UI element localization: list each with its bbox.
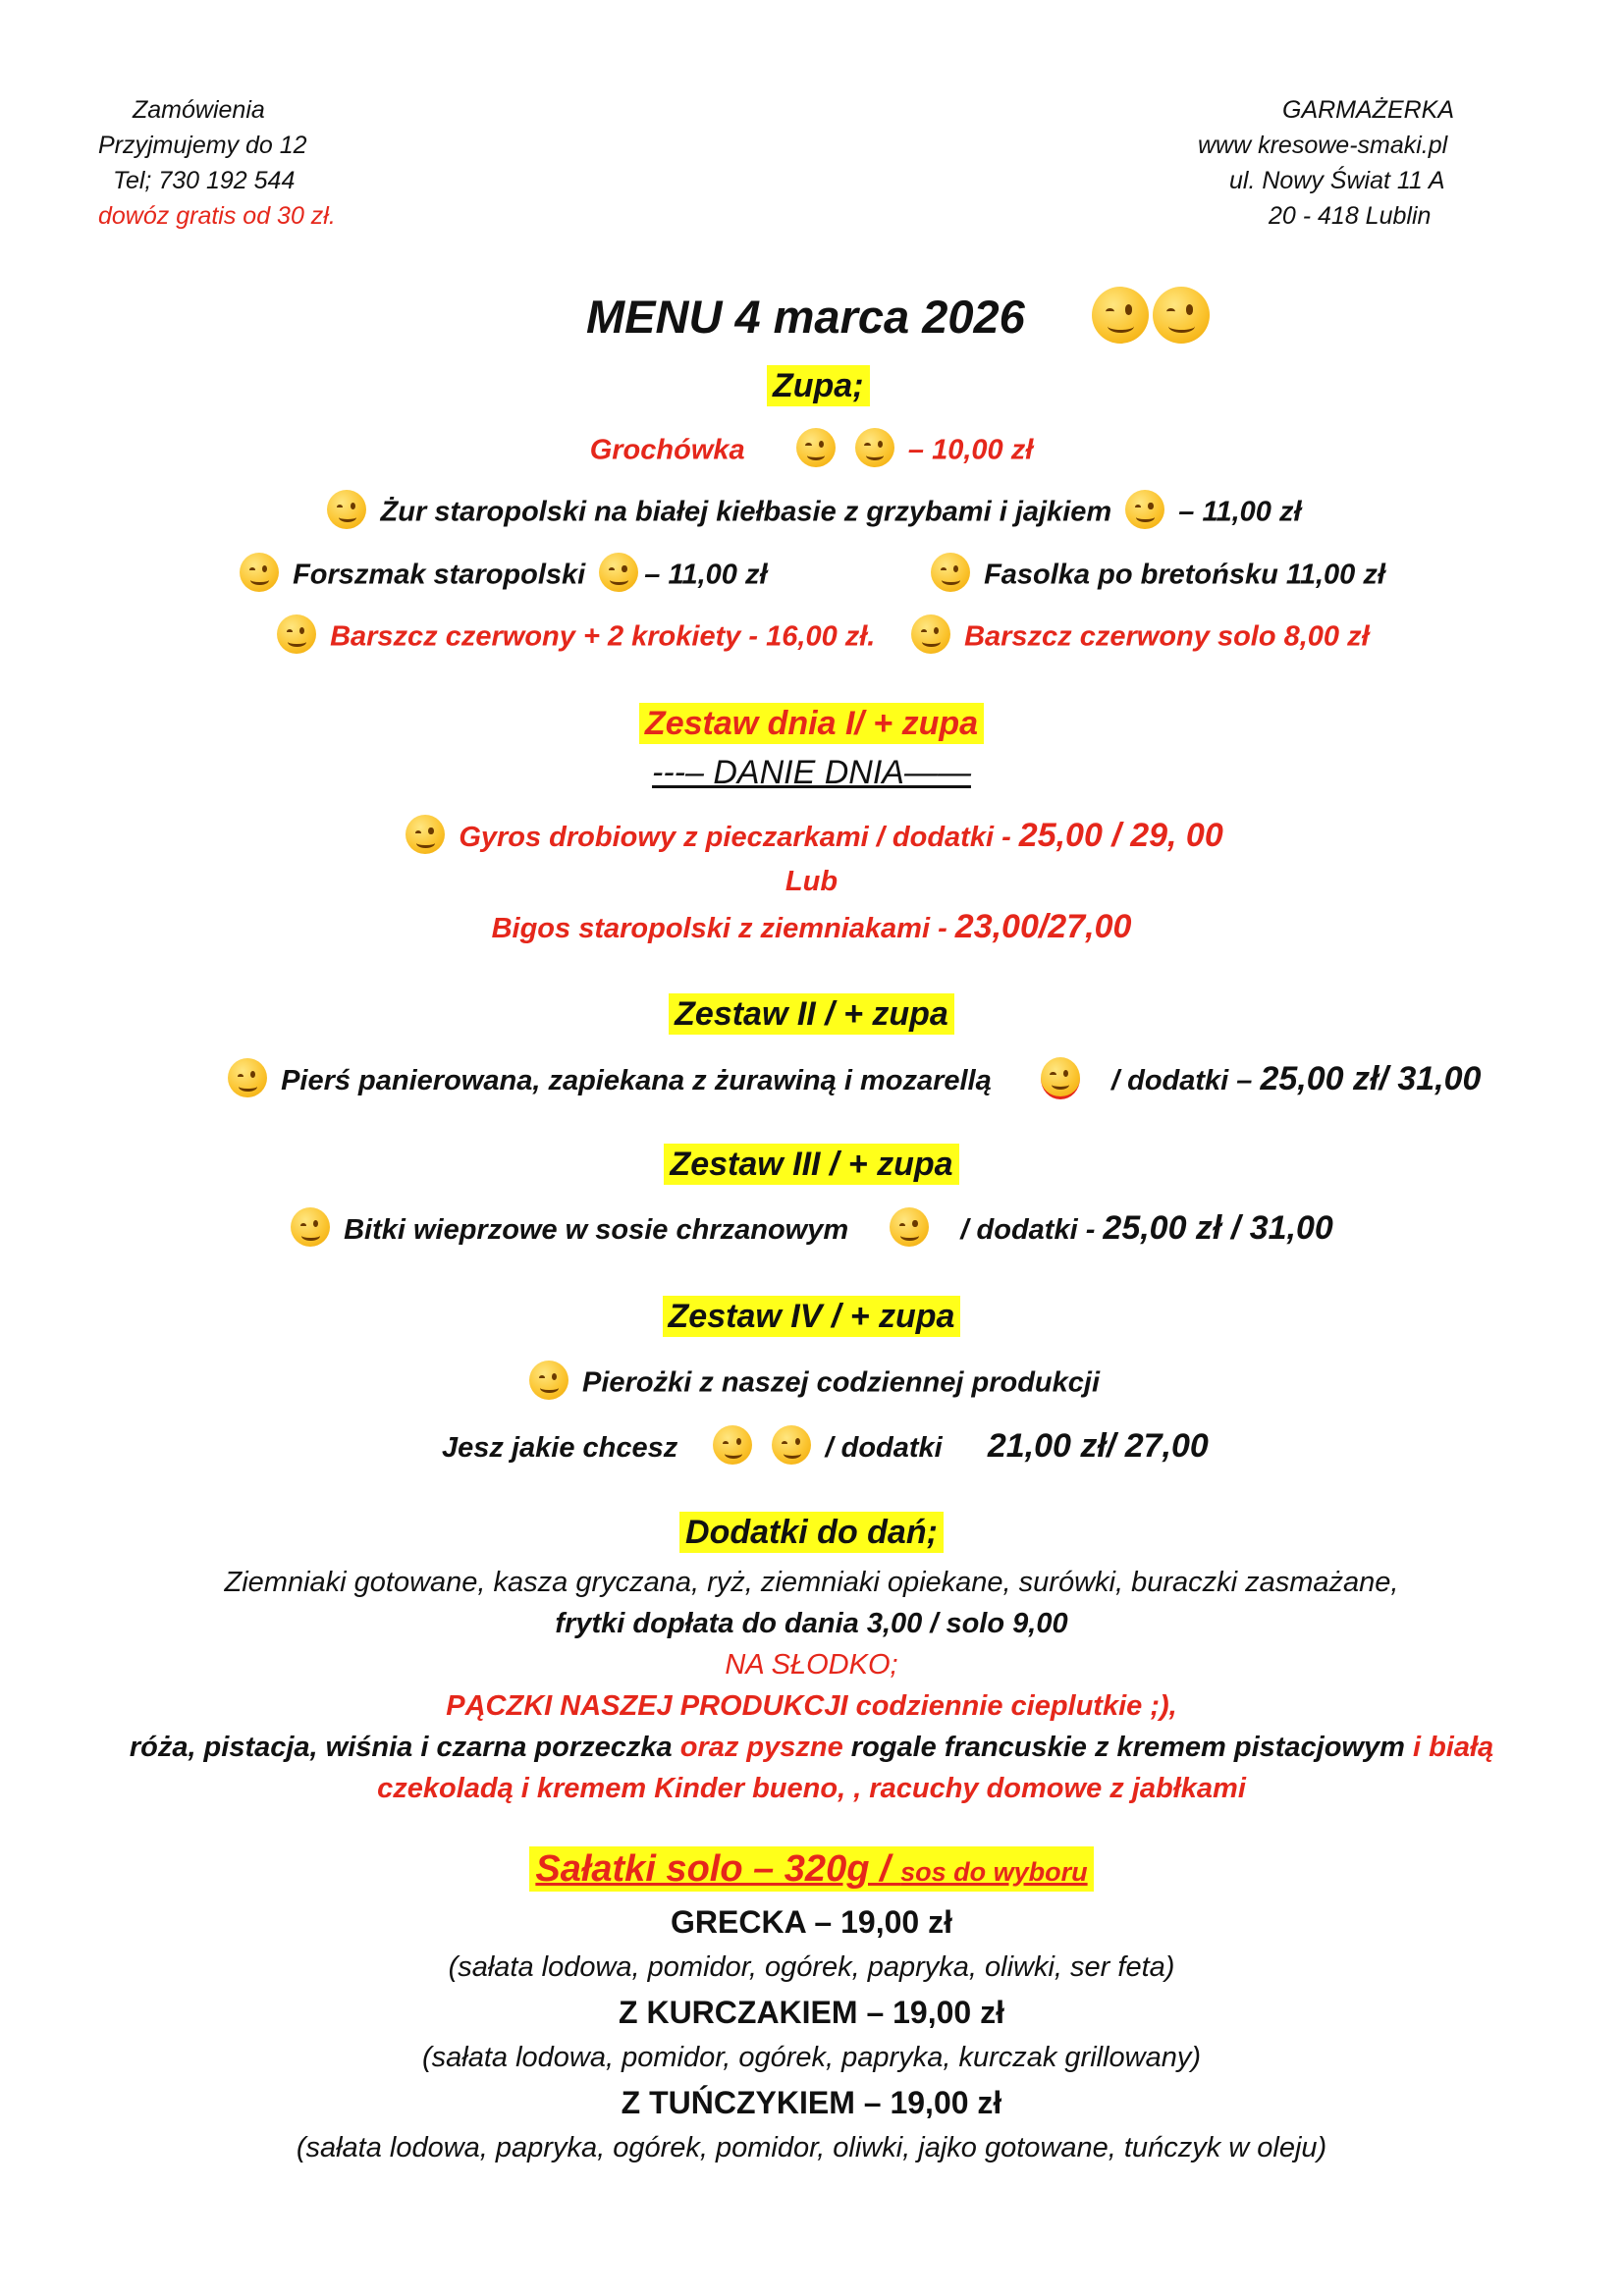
set4-choice-label: Jesz jakie chcesz [442, 1432, 678, 1464]
set2-item-label: Pierś panierowana, zapiekana z żurawiną i mozarellą [281, 1065, 992, 1096]
street-address: ul. Nowy Świat 11 A [1229, 167, 1445, 194]
set3-suffix: / dodatki - [960, 1214, 1104, 1246]
zur-price: – 11,00 zł [1178, 496, 1302, 528]
sweet-heading: NA SŁODKO; [725, 1649, 898, 1681]
sides-heading [0, 1514, 1623, 1552]
menu-title [586, 290, 1212, 349]
wink-emoji-icon [890, 1207, 929, 1247]
set3-item [291, 1209, 1333, 1251]
set3-item-label: Bitki wieprzowe w sosie chrzanowym [344, 1214, 849, 1246]
barszcz-krokiety-label: Barszcz czerwony + 2 krokiety - 16,00 zł. [330, 620, 876, 653]
set2-heading-label: Zestaw II / + zupa [669, 993, 954, 1035]
wink-emoji-icon [406, 815, 445, 854]
wink-emoji-icon [772, 1425, 811, 1465]
soup-grochowka [0, 432, 1623, 471]
wink-emoji-icon [1153, 287, 1210, 344]
soup-barszcz-solo [911, 618, 1370, 658]
set4-price: 21,00 zł/ 27,00 [987, 1427, 1209, 1465]
set4-item [0, 1364, 1623, 1404]
wink-emoji-icon [291, 1207, 330, 1247]
salad-chicken-desc: (sałata lodowa, pomidor, ogórek, papryka, kurczak grillowany) [421, 2042, 1202, 2073]
set1-subheading [0, 754, 1623, 792]
soup-heading-label: Zupa; [767, 365, 870, 406]
phone-number: Tel; 730 192 544 [113, 167, 296, 194]
sides-line1: Ziemniaki gotowane, kasza gryczana, ryż, ziemniaki opiekane, surówki, buraczki zasmażane, [224, 1567, 1399, 1598]
salads-sauce-label: sos do wyboru [900, 1857, 1088, 1887]
pastries-flavors: róża, pistacja, wiśnia i czarna porzeczka [129, 1732, 680, 1763]
wink-emoji-icon [796, 428, 836, 467]
pastries-and: oraz pyszne [679, 1732, 851, 1763]
wink-emoji-icon [529, 1361, 568, 1400]
bigos-price: 23,00/27,00 [954, 908, 1132, 945]
salads-heading [0, 1848, 1623, 1891]
shop-info [1198, 92, 1522, 234]
set4-choice [442, 1427, 1209, 1468]
salad-tuna-desc: (sałata lodowa, papryka, ogórek, pomidor, oliwki, jajko gotowane, tuńczyk w oleju) [296, 2132, 1327, 2163]
wink-emoji-icon [1092, 287, 1149, 344]
sides-line2: frytki dopłata do dania 3,00 / solo 9,00 [555, 1608, 1068, 1639]
wink-emoji-icon [277, 614, 316, 654]
wink-emoji-icon [327, 490, 366, 529]
grochowka-label: Grochówka [589, 434, 745, 466]
set1-or [0, 866, 1623, 898]
set1-heading-label: Zestaw dnia I/ + zupa [639, 703, 984, 744]
salad-greek: GRECKA – 19,00 zł [671, 1904, 952, 1940]
forszmak-price: – 11,00 zł [644, 559, 768, 591]
wink-emoji-icon [931, 553, 970, 592]
salads-heading-box [529, 1846, 1093, 1892]
shop-name: GARMAŻERKA [1282, 96, 1455, 124]
set3-heading-label: Zestaw III / + zupa [664, 1144, 958, 1185]
menu-title-text: MENU 4 marca 2026 [586, 291, 1025, 343]
gyros-price: 25,00 / 29, 00 [1018, 817, 1223, 854]
salad-chicken: Z KURCZAKIEM – 19,00 zł [619, 1995, 1004, 2030]
wink-emoji-icon [599, 553, 638, 592]
set1-bigos [0, 908, 1623, 946]
soup-barszcz-krokiety [277, 618, 875, 658]
pastries-line2: czekoladą i kremem Kinder bueno, , racuchy domowe z jabłkami [377, 1773, 1246, 1804]
set3-heading [0, 1146, 1623, 1184]
soup-forszmak [240, 557, 768, 596]
sides-heading-label: Dodatki do dań; [679, 1512, 944, 1553]
set4-item-label: Pierożki z naszej codziennej produkcji [582, 1366, 1101, 1399]
wink-emoji-icon [713, 1425, 752, 1465]
zur-label: Żur staropolski na białej kiełbasie z grzybami i jajkiem [380, 496, 1112, 528]
salad-tuna: Z TUŃCZYKIEM – 19,00 zł [621, 2085, 1002, 2120]
or-label: Lub [784, 866, 839, 897]
fasolka-label: Fasolka po bretońsku 11,00 zł [984, 559, 1385, 591]
order-deadline: Przyjmujemy do 12 [98, 132, 307, 159]
soup-heading [767, 367, 870, 405]
order-label: Zamówienia [133, 96, 265, 124]
daily-dish-label: ---– DANIE DNIA—— [652, 754, 971, 791]
wink-emoji-icon [240, 553, 279, 592]
set4-suffix: / dodatki [825, 1432, 943, 1464]
set2-suffix: / dodatki – [1110, 1065, 1261, 1096]
set2-item [228, 1060, 1481, 1103]
paczki-line: PĄCZKI NASZEJ PRODUKCJI codziennie cieplutkie ;), [446, 1690, 1177, 1722]
pastries-croissants: rogale francuskie z kremem pistacjowym [850, 1732, 1405, 1763]
salad-greek-desc: (sałata lodowa, pomidor, ogórek, papryka, oliwki, ser feta) [448, 1951, 1175, 1983]
wink-emoji-icon [911, 614, 950, 654]
wink-emoji-icon [1041, 1057, 1080, 1099]
wink-emoji-icon [855, 428, 894, 467]
delivery-info: dowóz gratis od 30 zł. [98, 202, 336, 230]
city-address: 20 - 418 Lublin [1269, 202, 1432, 230]
set1-heading [0, 705, 1623, 743]
set2-price: 25,00 zł/ 31,00 [1260, 1060, 1482, 1097]
barszcz-solo-label: Barszcz czerwony solo 8,00 zł [964, 620, 1370, 653]
gyros-label: Gyros drobiowy z pieczarkami / dodatki - [459, 822, 1019, 853]
set1-gyros [0, 817, 1623, 858]
wink-emoji-icon [1125, 490, 1164, 529]
pastries-line [0, 1732, 1623, 1764]
pastries-white: i białą [1404, 1732, 1494, 1763]
set4-heading-label: Zestaw IV / + zupa [663, 1296, 961, 1337]
website: www kresowe-smaki.pl [1198, 132, 1448, 159]
set3-price: 25,00 zł / 31,00 [1103, 1209, 1333, 1247]
set2-heading [0, 995, 1623, 1034]
forszmak-label: Forszmak staropolski [293, 559, 586, 591]
grochowka-price: – 10,00 zł [907, 434, 1034, 466]
soup-zur [0, 494, 1623, 533]
salads-heading-label: Sałatki solo – 320g / [535, 1848, 901, 1890]
bigos-label: Bigos staropolski z ziemniakami - [491, 913, 955, 944]
set4-heading [0, 1298, 1623, 1336]
wink-emoji-icon [228, 1058, 267, 1097]
soup-fasolka [931, 557, 1385, 596]
order-info [98, 92, 363, 234]
